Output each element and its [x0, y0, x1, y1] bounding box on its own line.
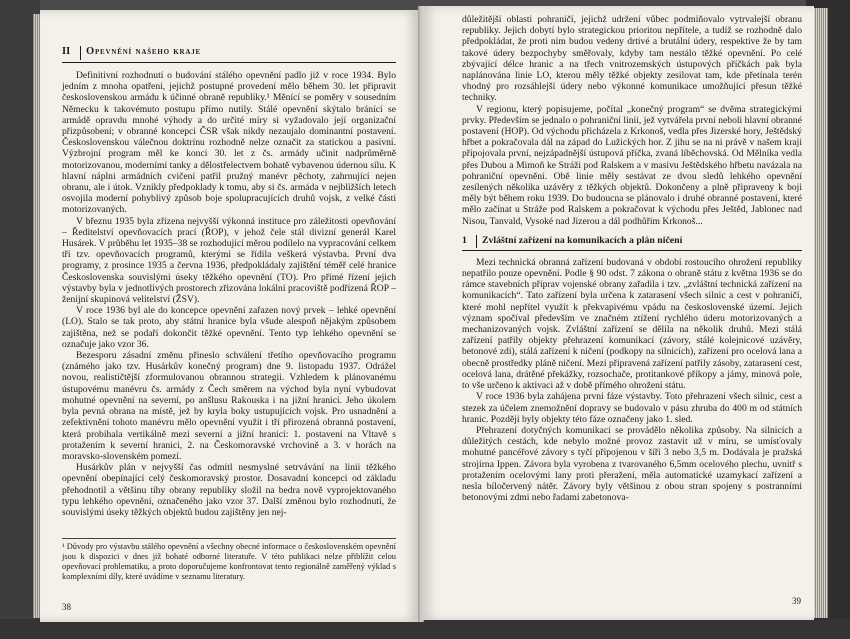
paragraph: V březnu 1935 byla zřízena nejvyšší výkonná instituce pro záležitosti opevňování – Ředitelství opevňovacích prací (ŘOP), v jehož čele stál divizní generál Karel Husárek. V průběhu let 1935–38 se rozhodující měrou podílelo na vypracování celkem tří tzv. opevňovacích programů, kterými se řídila veškerá výstavba. První dva programy, z prosince 1935 a června 1936, předpokládaly zajištění téměř celé hranice Československa souvislými úseky těžkého opevnění (TO). Pro přímé řízení jejich výstavby byla v jednotlivých prostorech zřizována lokální pracoviště podřízená ŘOP – ženijní skupinová velitelství (ŽSV).: [62, 215, 396, 306]
paragraph: V regionu, který popisujeme, počítal „konečný program“ se dvěma strategickými prvky. Především se jednalo o pohraniční linii, jež vytvářela první neboli hlavní obranné postavení (HOP). Od východu přicházela z Krkonoš, vedla přes Jizerské hory, Ještědský hřbet a pokračovala dál na západ do Lužických hor. Z jihu se na ni právě v našem kraji připojovala první, nejzápadnější ústupová příčka, zvaná líběchovská. Od Mělníka vedla přes Dubou a Mimoň ke Stráži pod Ralskem a v masivu Ještědského hřbetu navázala na pohraniční opevnění. Obě linie měly sestávat ze dvou sledů lehkého opevnění zesílených několika uzávěry z těžkých objektů. Dokončeny a plně připraveny k boji měly být během roku 1939. Do budoucna se plánovalo i druhé obranné postavení, které mělo začínat u Stráže pod Ralskem a pokračovat k východu přes Ještěd, Jablonec nad Nisou, Tanvald, Vysoké nad Jizerou a dál podhůřím Krkonoš...: [462, 103, 802, 227]
paragraph: Mezi technická obranná zařízení budovaná v období rostoucího ohrožení republiky nepatřilo pouze opevnění. Podle § 90 odst. 7 zákona o obraně státu z května 1936 se do rámce stavebních příprav vojenské obrany zařadila i tzv. „zvláštní technická zařízení na komunikacích“. Tato zařízení byla určena k zatarasení všech silnic a cest v pohraničí, které mohl nepřítel využít k překvapivému vpádu na československé území. Jejich význam spočíval především ve značném ztížení rychlého úderu motorizovaných a mechanizovaných vojsk. Zvláštní zařízení se dělila na několik druhů. Mezi stálá zařízení patřily objekty přehrazení komunikací (závory, stálé kolejnicové uzávěry, betonové zdi), stálá zařízení k ničení (podkopy na silnicích), zařízení pro ocelová lana a obecně prostředky pláně ničení. Mezi připravená zařízení patřily zásoby, zatarasení cest, ocelová lana, drátěné překážky, rozsochače, protitankové příkopy a jámy, minová pole, to vše určeno k aktivaci až v době přímého ohrožení státu.: [462, 256, 802, 392]
background-bottom: [0, 619, 850, 639]
footnote: [62, 538, 396, 582]
right-body: [462, 14, 802, 503]
left-page: [40, 10, 420, 622]
section-heading: [462, 235, 802, 251]
chapter-heading: [62, 46, 396, 63]
chapter-number: II: [62, 46, 81, 60]
left-body: [62, 70, 396, 518]
chapter-title: Opevnění našeho kraje: [86, 46, 202, 57]
paragraph: Bezesporu zásadní změnu přineslo schválení třetího opevňovacího programu (známého jako tzv. Husárkův konečný program) dne 9. listopadu 1937. Odrážel novou, realističtější zformulovanou obrannou strategii. Vzhledem k plánovanému ústupovému manévru čs. armády z Čech směrem na východ byla nyní vybudovat mohutné opevnění na severní, po anšlusu Rakouska i na jižní hranici. Jeho úkolem byla pevná obrana na místě, jež by kryla boky ustupujících vojsk. Pro usnadnění a zefektivnění tohoto manévru mělo opevnění využít i tří přirozená obranná postavení, která probíhala vertikálně mezi severní a jižní hranicí: 1. postavení na Vltavě s protažením k severní hranici, 2. na Českomoravské vrchovině a 3. v horách na moravsko-slovenském pomezí.: [62, 350, 396, 462]
paragraph: V roce 1936 byl ale do koncepce opevnění zařazen nový prvek – lehké opevnění (LO). Stalo se tak proto, aby státní hranice byla všude alespoň nějakým způsobem zajištěna, než se podaří dokončit těžké opevnění. Tento typ lehkého opevnění se označuje jako vzor 36.: [62, 305, 396, 350]
footnote-text: ¹ Důvody pro výstavbu stálého opevnění a všechny obecné informace o československém opevnění jsou k dispozici v dnes již bohaté odborné literatuře. V této publikaci nelze přiblížit celou opevňovací problematiku, a proto doporučujeme konfrontovat tento regionálně zaměřený výklad s komplexními díly, které uvádíme v seznamu literatury.: [62, 542, 396, 581]
page-edges-right: [814, 8, 828, 618]
paragraph: Definitivní rozhodnutí o budování stálého opevnění padlo již v roce 1934. Bylo jedním z mnoha opatření, jejichž postupné provedení mělo během 30. let připravit československou armádu k účinné obraně republiky.¹ Měnící se poměry v sousedním Německu k takovémuto postupu přímo nutily. Stálé opevnění skýtalo bránící se armádě opravdu mnohé výhody a do určité míry si vyžadovalo její organizační přizpůsobení; v obranné koncepci ČSR však nikdy nezaujalo dominantní postavení. Československou válečnou doktrínu rozhodně nelze označit za statickou a pasivní. Výzbrojní program měl ke konci 30. let z čs. armády učinit nadprůměrně motorizovanou, moderními tanky a dělostřelectvem bohatě vybavenou údernou sílu. K hlavní náplni armádních cvičení patřil pružný manévr pěchoty, zahrnující nejen obranu, ale i útok. Vznikly předpoklady k tomu, aby si čs. armáda v nejbližších letech osvojila moderní pohyblivý způsob boje spolupracujících druhů vojsk, z velké části motorizovaných.: [62, 70, 396, 216]
page-edges-left: [33, 14, 40, 618]
section-title: Zvláštní zařízení na komunikacích a plán ničení: [482, 234, 683, 246]
section-number: 1: [462, 235, 477, 248]
right-page: [422, 6, 814, 620]
page-number-right: 39: [792, 596, 801, 606]
paragraph: Přehrazení dotyčných komunikací se provádělo několika způsoby. Na silnicích a důležitých cestách, kde nebylo možné provoz zastavit už v míru, se umísťovaly mohutné pancéřové závory s tyčí připojenou v šíři 3 nebo 3,5 m. Dodávala je pražská strojírna Ippen. Závora byla vyrobena z tvarovaného 6,5mm ocelového plechu, uvnitř s protažením ocelovými lany proti přeražení, měla automatické uzamykací zařízení a nesla bíločervený nátěr. Závory byly většinou z obou stran spojeny s postranními betonovými zdmi nebo řadami zabetonova-: [462, 424, 802, 504]
paragraph: důležitější oblasti pohraničí, jejichž udržení vůbec podmiňovalo vytrvalejší obranu republiky. Jejich dobytí bylo strategickou prioritou nepřítele, a tudíž se rozhodně dalo předpokládat, že proti nim budou vedeny drtivé a brutální údery, respektive že by tam takové údery bezpochyby směřovaly, kdyby tam nestálo těžké opevnění. Po celé zbývající délce hranic a na třech vnitrozemských ústupových příčkách pak byla naplánována linie LO, kterou měly těžké objekty zesilovat tam, kde přetínala terén vhodný pro rozsáhlejší údery nebo výkonné komunikace umožňující přesun těžké techniky.: [462, 14, 802, 104]
paragraph: Husárkův plán v nejvyšší čas odmítl nesmyslné setrvávání na linii těžkého opevnění obepínající celý českomoravský prostor. Dosavadní koncepci od základu přehodnotil a většinu tíhy obrany republiky složil na bedra nově vyprojektovaného typu lehkého opevnění, označeného jako vzor 37. Další změnou bylo rozhodnutí, že souvislými úseky těžkých objektů budou zajištěny jen nej-: [62, 462, 396, 518]
paragraph: V roce 1936 byla zahájena první fáze výstavby. Toto přehrazení všech silnic, cest a stezek za účelem znemožnění dopravy se budovalo v pásu zhruba do 400 m od státních hranic. Později byly objekty této fáze označeny jako 1. sled.: [462, 391, 802, 425]
page-number-left: 38: [62, 602, 71, 612]
